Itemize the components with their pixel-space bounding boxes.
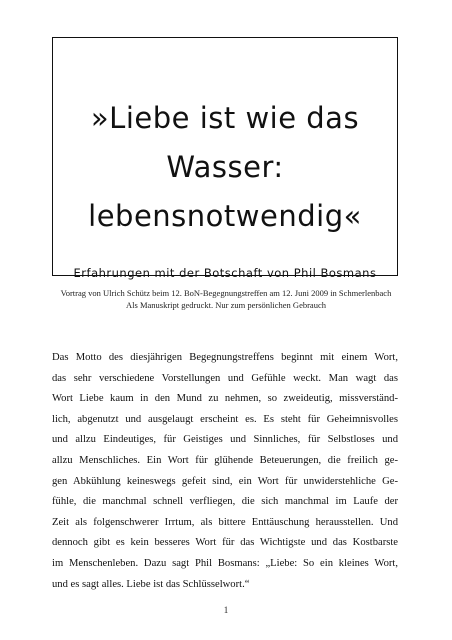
document-subtitle: Erfahrungen mit der Botschaft von Phil Bosmans: [73, 266, 377, 280]
body-line: im Menschenleben. Dazu sagt Phil Bosmans: „Liebe: So ein kleines Wort,: [52, 557, 398, 569]
lecture-info: Vortrag von Ulrich Schütz beim 12. BoN-Begegnungstreffen am 12. Juni 2009 in Schmerlenbach: [60, 288, 392, 298]
body-line: Zeit als folgenschwerer Irrtum, als bittere Enttäuschung herausstellen. Und: [52, 516, 398, 528]
title-line-3: lebensnotwendig«: [88, 199, 362, 233]
body-line: dennoch gibt es kein besseres Wort für das Wichtigste und das Kostbarste: [52, 537, 398, 549]
page-number: 1: [223, 605, 229, 615]
body-line: allzu Menschliches. Ein Wort für glühende Beteuerungen, die freilich ge-: [52, 454, 398, 466]
manuscript-note: Als Manuskript gedruckt. Nur zum persönlichen Gebrauch: [126, 300, 326, 310]
title-line-1: »Liebe ist wie das: [90, 101, 360, 135]
body-line: und es sagt alles. Liebe ist das Schlüsselwort.“: [52, 578, 250, 590]
body-line: Wort Liebe kaum in den Mund zu nehmen, so zweideutig, missverständ-: [52, 393, 398, 405]
body-line: gen Abkühlung keineswegs gefeit sind, ein Wort für unwiderstehliche Ge-: [52, 475, 398, 487]
document-title: [53, 94, 397, 241]
body-line: und allzu Eindeutiges, für Geistiges und Sinnliches, für Selbstloses und: [52, 434, 398, 446]
body-paragraph: [52, 348, 398, 595]
body-line: das sehr verschiedene Vorstellungen und Gefühle weckt. Man wagt das: [52, 372, 398, 384]
body-line: Das Motto des diesjährigen Begegnungstreffens beginnt mit einem Wort,: [52, 352, 398, 363]
title-line-2: Wasser:: [166, 150, 284, 184]
title-box: [52, 37, 398, 280]
body-line: lich, abgenutzt und ausgelaugt erscheint es. Es steht für Geheimnisvolles: [52, 413, 398, 425]
body-line: fühle, die manchmal schnell verfliegen, die sich manchmal im Laufe der: [52, 496, 398, 508]
